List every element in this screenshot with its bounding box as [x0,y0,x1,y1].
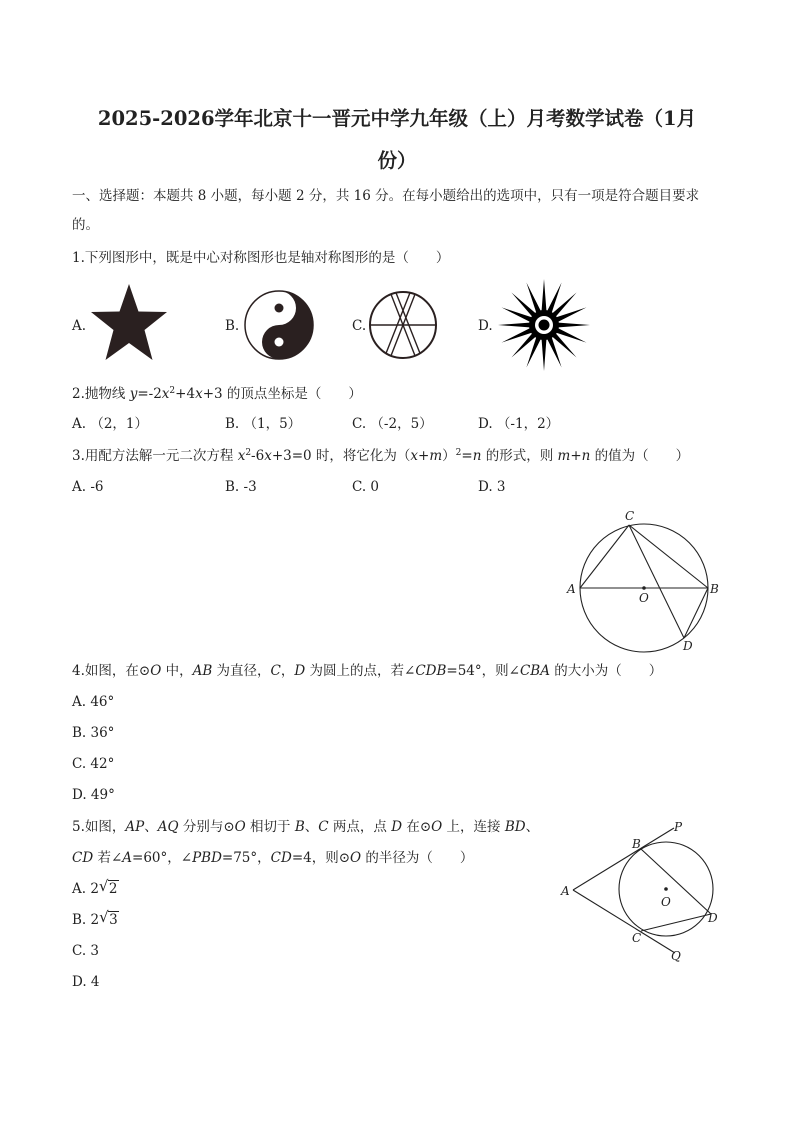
question-number: 5. [72,819,85,835]
question-3: 3.用配方法解一元二次方程 $x^2-6x+3=0$ 时，将它化为$(x+m)^2=n$ 的形式，则 m+n 的值为（ ） [72,448,690,464]
question-number: 1. [72,250,85,266]
star-icon [90,282,168,364]
label-q: Q [671,949,681,963]
label-c: C [625,509,635,523]
q3-option-b: B. -3 [225,479,257,495]
q2-option-c: C. （-2，5） [352,416,433,432]
sun-icon [496,278,592,372]
q5-option-a: A. 2 √ 2 [72,877,118,897]
q2-option-a: A. （2，1） [72,416,149,432]
exam-title-line2: 份） [377,149,417,172]
question-5-line1: 5.如图，AP、AQ 分别与⊙O 相切于 B、C 两点，点 D 在⊙O 上，连接 BD、 [72,819,540,835]
label-d: D [708,911,718,925]
sqrt-symbol: √ 2 [98,877,118,897]
exam-title [70,98,724,182]
q2-option-b: B. （1，5） [225,416,302,432]
q4-option-c: C. 42° [72,756,115,772]
exam-title-line1: 2025-2026学年北京十一晋元中学九年级（上）月考数学试卷（1月 [97,107,697,130]
q1-option-c-label: C. [352,318,367,334]
question-5-line2: CD 若∠A=60°，∠PBD=75°，CD=4，则⊙O 的半径为（ ） [72,850,474,866]
section-heading: 一、选择题：本题共 8 小题，每小题 2 分，共 16 分。在每小题给出的选项中，只有一项是符合题目要求 [72,188,700,204]
question-2: 2.抛物线 $y=-2x^2+4x+3$ 的顶点坐标是（ ） [72,386,362,402]
q5-tangent-figure [558,818,738,968]
q5-option-d: D. 4 [72,974,100,990]
question-number: 2. [72,386,85,402]
q4-option-a: A. 46° [72,694,115,710]
question-4: 4.如图，在⊙O 中，AB 为直径，C，D 为圆上的点，若∠CDB=54°，则∠CBA 的大小为（ ） [72,663,663,679]
q4-circle-figure [560,505,730,655]
label-a: A [561,884,570,898]
yin-yang-icon [243,289,315,361]
question-1 [72,249,449,267]
label-c: C [632,931,642,945]
label-b: B [710,582,719,596]
label-p: P [674,820,683,834]
question-number: 3. [72,448,85,464]
section-heading-cont: 的。 [72,217,99,233]
q2-option-d: D. （-1，2） [478,416,560,432]
q5-option-b: B. 2 √ 3 [72,908,118,928]
circle-lines-icon [368,290,438,360]
q4-option-b: B. 36° [72,725,115,741]
q4-option-d: D. 49° [72,787,115,803]
q1-option-b-label: B. [225,318,240,334]
label-b: B [632,837,641,851]
label-a: A [567,582,576,596]
q1-option-a-label: A. [72,318,87,334]
question-number: 4. [72,663,85,679]
label-d: D [683,639,693,653]
label-o: O [639,591,649,605]
sqrt-symbol: √ 3 [99,908,118,928]
q3-option-c: C. 0 [352,479,380,495]
question-text: 下列图形中，既是中心对称图形也是轴对称图形的是（ ） [84,250,450,266]
q5-option-c: C. 3 [72,943,100,959]
q1-option-d-label: D. [478,318,493,334]
q3-option-d: D. 3 [478,479,506,495]
label-o: O [661,895,671,909]
q3-option-a: A. -6 [72,479,104,495]
